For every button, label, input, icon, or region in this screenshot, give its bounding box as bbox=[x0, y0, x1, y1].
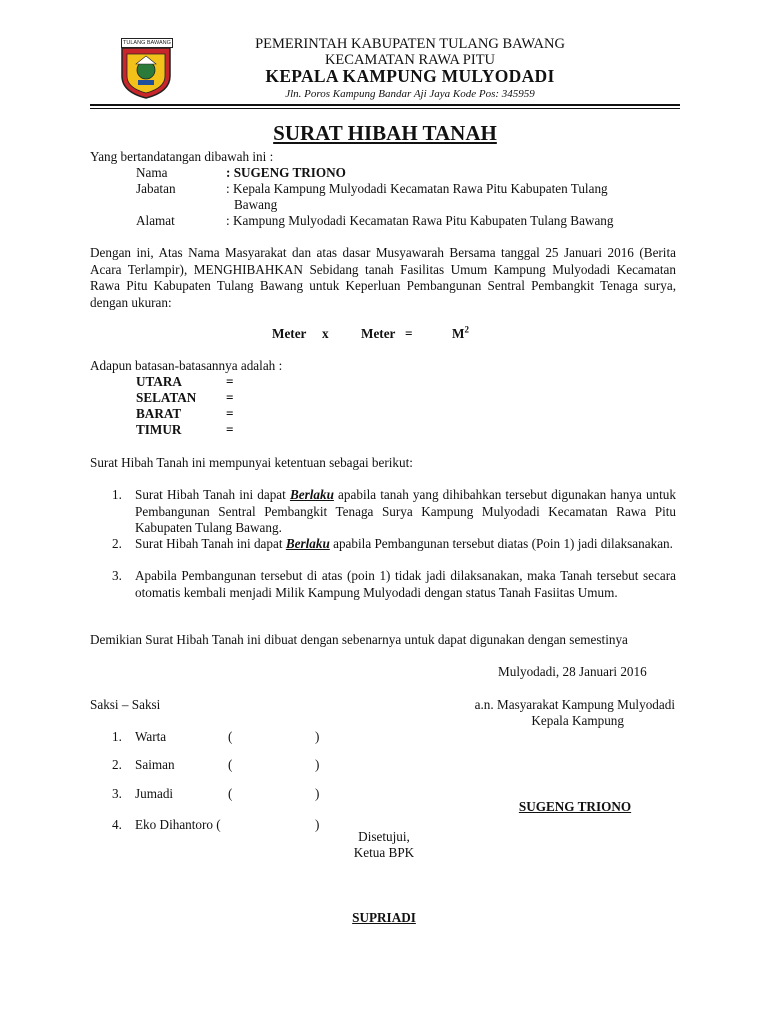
term-text: Surat Hibah Tanah ini dapat Berlaku apabila tanah yang dihibahkan tersebut digunakan hanya untuk Pembangunan Sentral Pembangkit Tenaga Surya Kampung Mulyodadi Kecamatan Rawa Pitu Kabupaten Tulang Bawang. bbox=[135, 487, 676, 535]
witness-name: Jumadi bbox=[135, 786, 174, 801]
name-label: Nama bbox=[136, 165, 168, 180]
witness-signature-open: ( bbox=[228, 757, 233, 772]
witness-number: 4. bbox=[112, 817, 122, 832]
measure-equals: = bbox=[405, 326, 413, 341]
signatory-name: SUGENG TRIONO bbox=[518, 799, 632, 814]
witnesses-label: Saksi – Saksi bbox=[90, 697, 161, 712]
boundary-north-label: UTARA bbox=[136, 374, 182, 389]
position-label: Jabatan bbox=[136, 181, 176, 196]
term-item bbox=[112, 568, 676, 601]
term-item bbox=[112, 487, 676, 537]
letterhead-rule-thin bbox=[90, 108, 680, 109]
boundary-west-eq: = bbox=[226, 406, 234, 421]
witness-number: 2. bbox=[112, 757, 122, 772]
witness-number: 3. bbox=[112, 786, 122, 801]
signatory-role: Kepala Kampung bbox=[531, 713, 624, 728]
witness-name: Saiman bbox=[135, 757, 175, 772]
intro-text: Yang bertandatangan dibawah ini : bbox=[90, 149, 274, 164]
term-text: Surat Hibah Tanah ini dapat Berlaku apabila Pembangunan tersebut diatas (Poin 1) jadi dilaksanakan. bbox=[135, 536, 673, 551]
witness-signature-close: ) bbox=[315, 786, 320, 801]
letterhead-government: PEMERINTAH KABUPATEN TULANG BAWANG bbox=[255, 36, 565, 52]
boundary-north-eq: = bbox=[226, 374, 234, 389]
witness-signature-close: ) bbox=[315, 757, 320, 772]
address-label: Alamat bbox=[136, 213, 175, 228]
letterhead-rule-thick bbox=[90, 104, 680, 106]
term-number: 1. bbox=[112, 487, 122, 502]
letterhead-address: Jln. Poros Kampung Bandar Aji Jaya Kode Pos: 345959 bbox=[285, 88, 535, 100]
logo-banner: TULANG BAWANG bbox=[121, 38, 173, 48]
boundary-east-label: TIMUR bbox=[136, 422, 182, 437]
witness-signature-close: ) bbox=[315, 729, 320, 744]
measure-times: x bbox=[322, 326, 329, 341]
term-number: 3. bbox=[112, 568, 122, 583]
witness-signature-open: ( bbox=[228, 729, 233, 744]
witness-signature-close: ) bbox=[315, 817, 320, 832]
address-value: : Kampung Mulyodadi Kecamatan Rawa Pitu Kabupaten Tulang Bawang bbox=[226, 213, 614, 228]
witness-number: 1. bbox=[112, 729, 122, 744]
closing-statement: Demikian Surat Hibah Tanah ini dibuat dengan sebenarnya untuk dapat digunakan dengan semestinya bbox=[90, 632, 628, 647]
approval-label: Disetujui, bbox=[358, 829, 410, 844]
boundary-east-eq: = bbox=[226, 422, 234, 437]
grant-statement: Dengan ini, Atas Nama Masyarakat dan atas dasar Musyawarah Bersama tanggal 25 Januari 2016 (Berita Acara Terlampir), MENGHIBAHKAN Sebidang tanah Fasilitas Umum Kampung Mulyodadi Kecamatan Rawa Pitu Kabupaten Tulang Bawang untuk Keperluan Pembangunan Sentral Pembangkit Tenaga surya, dengan ukuran: bbox=[90, 245, 676, 310]
letterhead-village-head: KEPALA KAMPUNG MULYODADI bbox=[265, 66, 555, 86]
boundary-west-label: BARAT bbox=[136, 406, 182, 421]
position-value-continued: Bawang bbox=[234, 197, 278, 212]
boundary-south-eq: = bbox=[226, 390, 234, 405]
witness-name: Eko Dihantoro ( bbox=[135, 817, 221, 832]
signatory-on-behalf: a.n. Masyarakat Kampung Mulyodadi bbox=[474, 697, 675, 712]
witness-name: Warta bbox=[135, 729, 167, 744]
term-number: 2. bbox=[112, 536, 122, 551]
measure-unit: $M^2$ bbox=[452, 324, 469, 341]
regency-logo bbox=[118, 36, 174, 100]
letterhead-district: KECAMATAN RAWA PITU bbox=[324, 52, 496, 68]
terms-intro: Surat Hibah Tanah ini mempunyai ketentuan sebagai berikut: bbox=[90, 455, 413, 470]
name-value: : SUGENG TRIONO bbox=[226, 165, 346, 180]
boundaries-intro: Adapun batasan-batasannya adalah : bbox=[90, 358, 283, 373]
term-text: Apabila Pembangunan tersebut di atas (poin 1) tidak jadi dilaksanakan, maka Tanah tersebut secara otomatis kembali menjadi Milik Kampung Mulyodadi dengan status Tanah Fasiitas Umum. bbox=[135, 568, 676, 600]
term-item bbox=[112, 536, 676, 553]
position-value: : Kepala Kampung Mulyodadi Kecamatan Rawa Pitu Kabupaten Tulang bbox=[226, 181, 608, 196]
boundary-south-label: SELATAN bbox=[136, 390, 197, 405]
approval-role: Ketua BPK bbox=[353, 845, 415, 860]
measure-meter-2: Meter bbox=[361, 326, 396, 341]
witness-signature-open: ( bbox=[228, 786, 233, 801]
measure-meter-1: Meter bbox=[272, 326, 307, 341]
letter-date: Mulyodadi, 28 Januari 2016 bbox=[498, 664, 647, 679]
approval-name: SUPRIADI bbox=[352, 910, 416, 925]
document-title: SURAT HIBAH TANAH bbox=[273, 121, 497, 145]
